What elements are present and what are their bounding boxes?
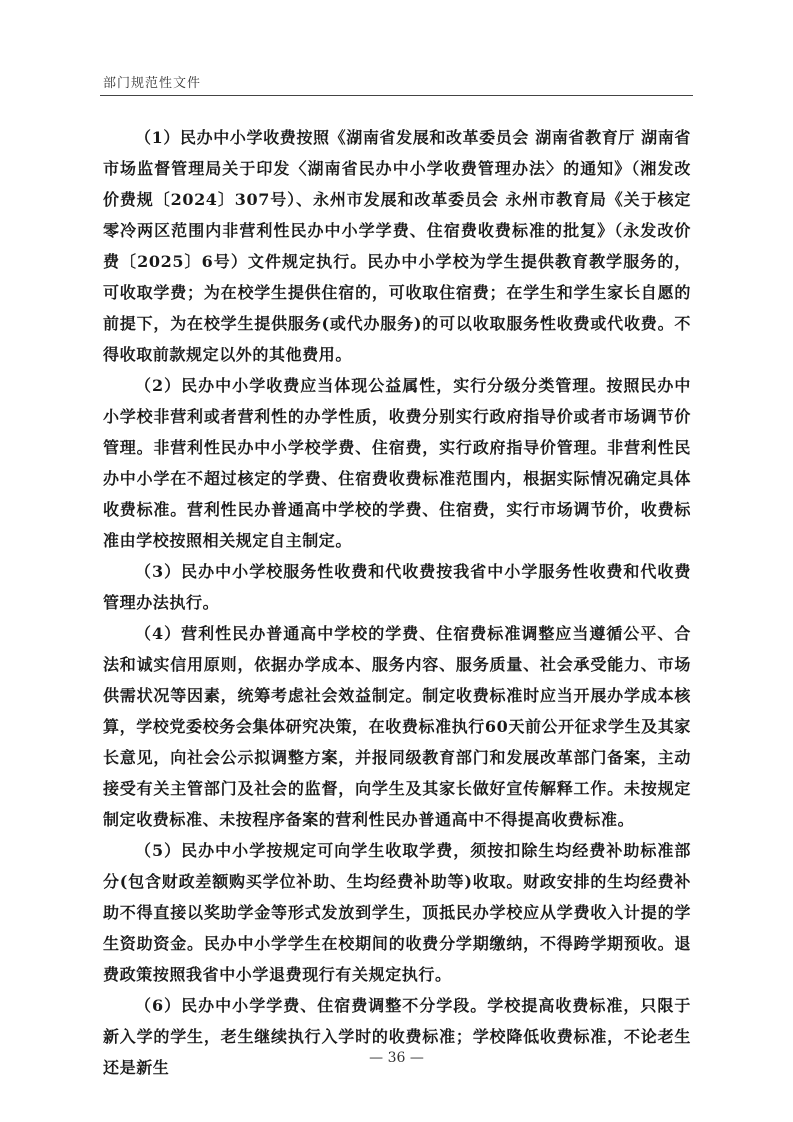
paragraph-1: （1）民办中小学收费按照《湖南省发展和改革委员会 湖南省教育厅 湖南省市场监督管理局关于印发〈湖南省民办中小学收费管理办法〉的通知》（湘发改价费规〔2024〕307号）、永州市发展和改革委员会 永州市教育局《关于核定零冷两区范围内非营利性民办中小学学费、住宿费收费标准的批复》（永发改价费〔2025〕6号）文件规定执行。民办中小学校为学生提供教育教学服务的，可收取学费；为在校学生提供住宿的，可收取住宿费；在学生和学生家长自愿的前提下，为在校学生提供服务(或代办服务)的可以收取服务性收费或代收费。不得收取前款规定以外的其他费用。 — [103, 128, 691, 364]
paragraph-2: （2）民办中小学收费应当体现公益属性，实行分级分类管理。按照民办中小学校非营利或者营利性的办学性质，收费分别实行政府指导价或者市场调节价管理。非营利性民办中小学校学费、住宿费，实行政府指导价管理。非营利性民办中小学在不超过核定的学费、住宿费收费标准范围内，根据实际情况确定具体收费标准。营利性民办普通高中学校的学费、住宿费，实行市场调节价，收费标准由学校按照相关规定自主制定。 — [103, 376, 691, 550]
page-number: — 36 — — [369, 1050, 424, 1066]
paragraph-6: （6）民办中小学学费、住宿费调整不分学段。学校提高收费标准，只限于新入学的学生，老生继续执行入学时的收费标准；学校降低收费标准，不论老生还是新生 — [103, 996, 691, 1077]
document-body — [103, 122, 691, 1083]
paragraph-5: （5）民办中小学按规定可向学生收取学费，须按扣除生均经费补助标准部分(包含财政差额购买学位补助、生均经费补助等)收取。财政安排的生均经费补助不得直接以奖助学金等形式发放到学生，顶抵民办学校应从学费收入计提的学生资助资金。民办中小学学生在校期间的收费分学期缴纳，不得跨学期预收。退费政策按照我省中小学退费现行有关规定执行。 — [103, 841, 691, 984]
paragraph-3: （3）民办中小学校服务性收费和代收费按我省中小学服务性收费和代收费管理办法执行。 — [103, 562, 691, 612]
paragraph-4: （4）营利性民办普通高中学校的学费、住宿费标准调整应当遵循公平、合法和诚实信用原则，依据办学成本、服务内容、服务质量、社会承受能力、市场供需状况等因素，统筹考虑社会效益制定。制定收费标准时应当开展办学成本核算，学校党委校务会集体研究决策，在收费标准执行60天前公开征求学生及其家长意见，向社会公示拟调整方案，并报同级教育部门和发展改革部门备案，主动接受有关主管部门及社会的监督，向学生及其家长做好宣传解释工作。未按规定制定收费标准、未按程序备案的营利性民办普通高中不得提高收费标准。 — [103, 624, 691, 829]
document-category-label: 部门规范性文件 — [103, 76, 202, 91]
header-divider — [100, 95, 693, 96]
